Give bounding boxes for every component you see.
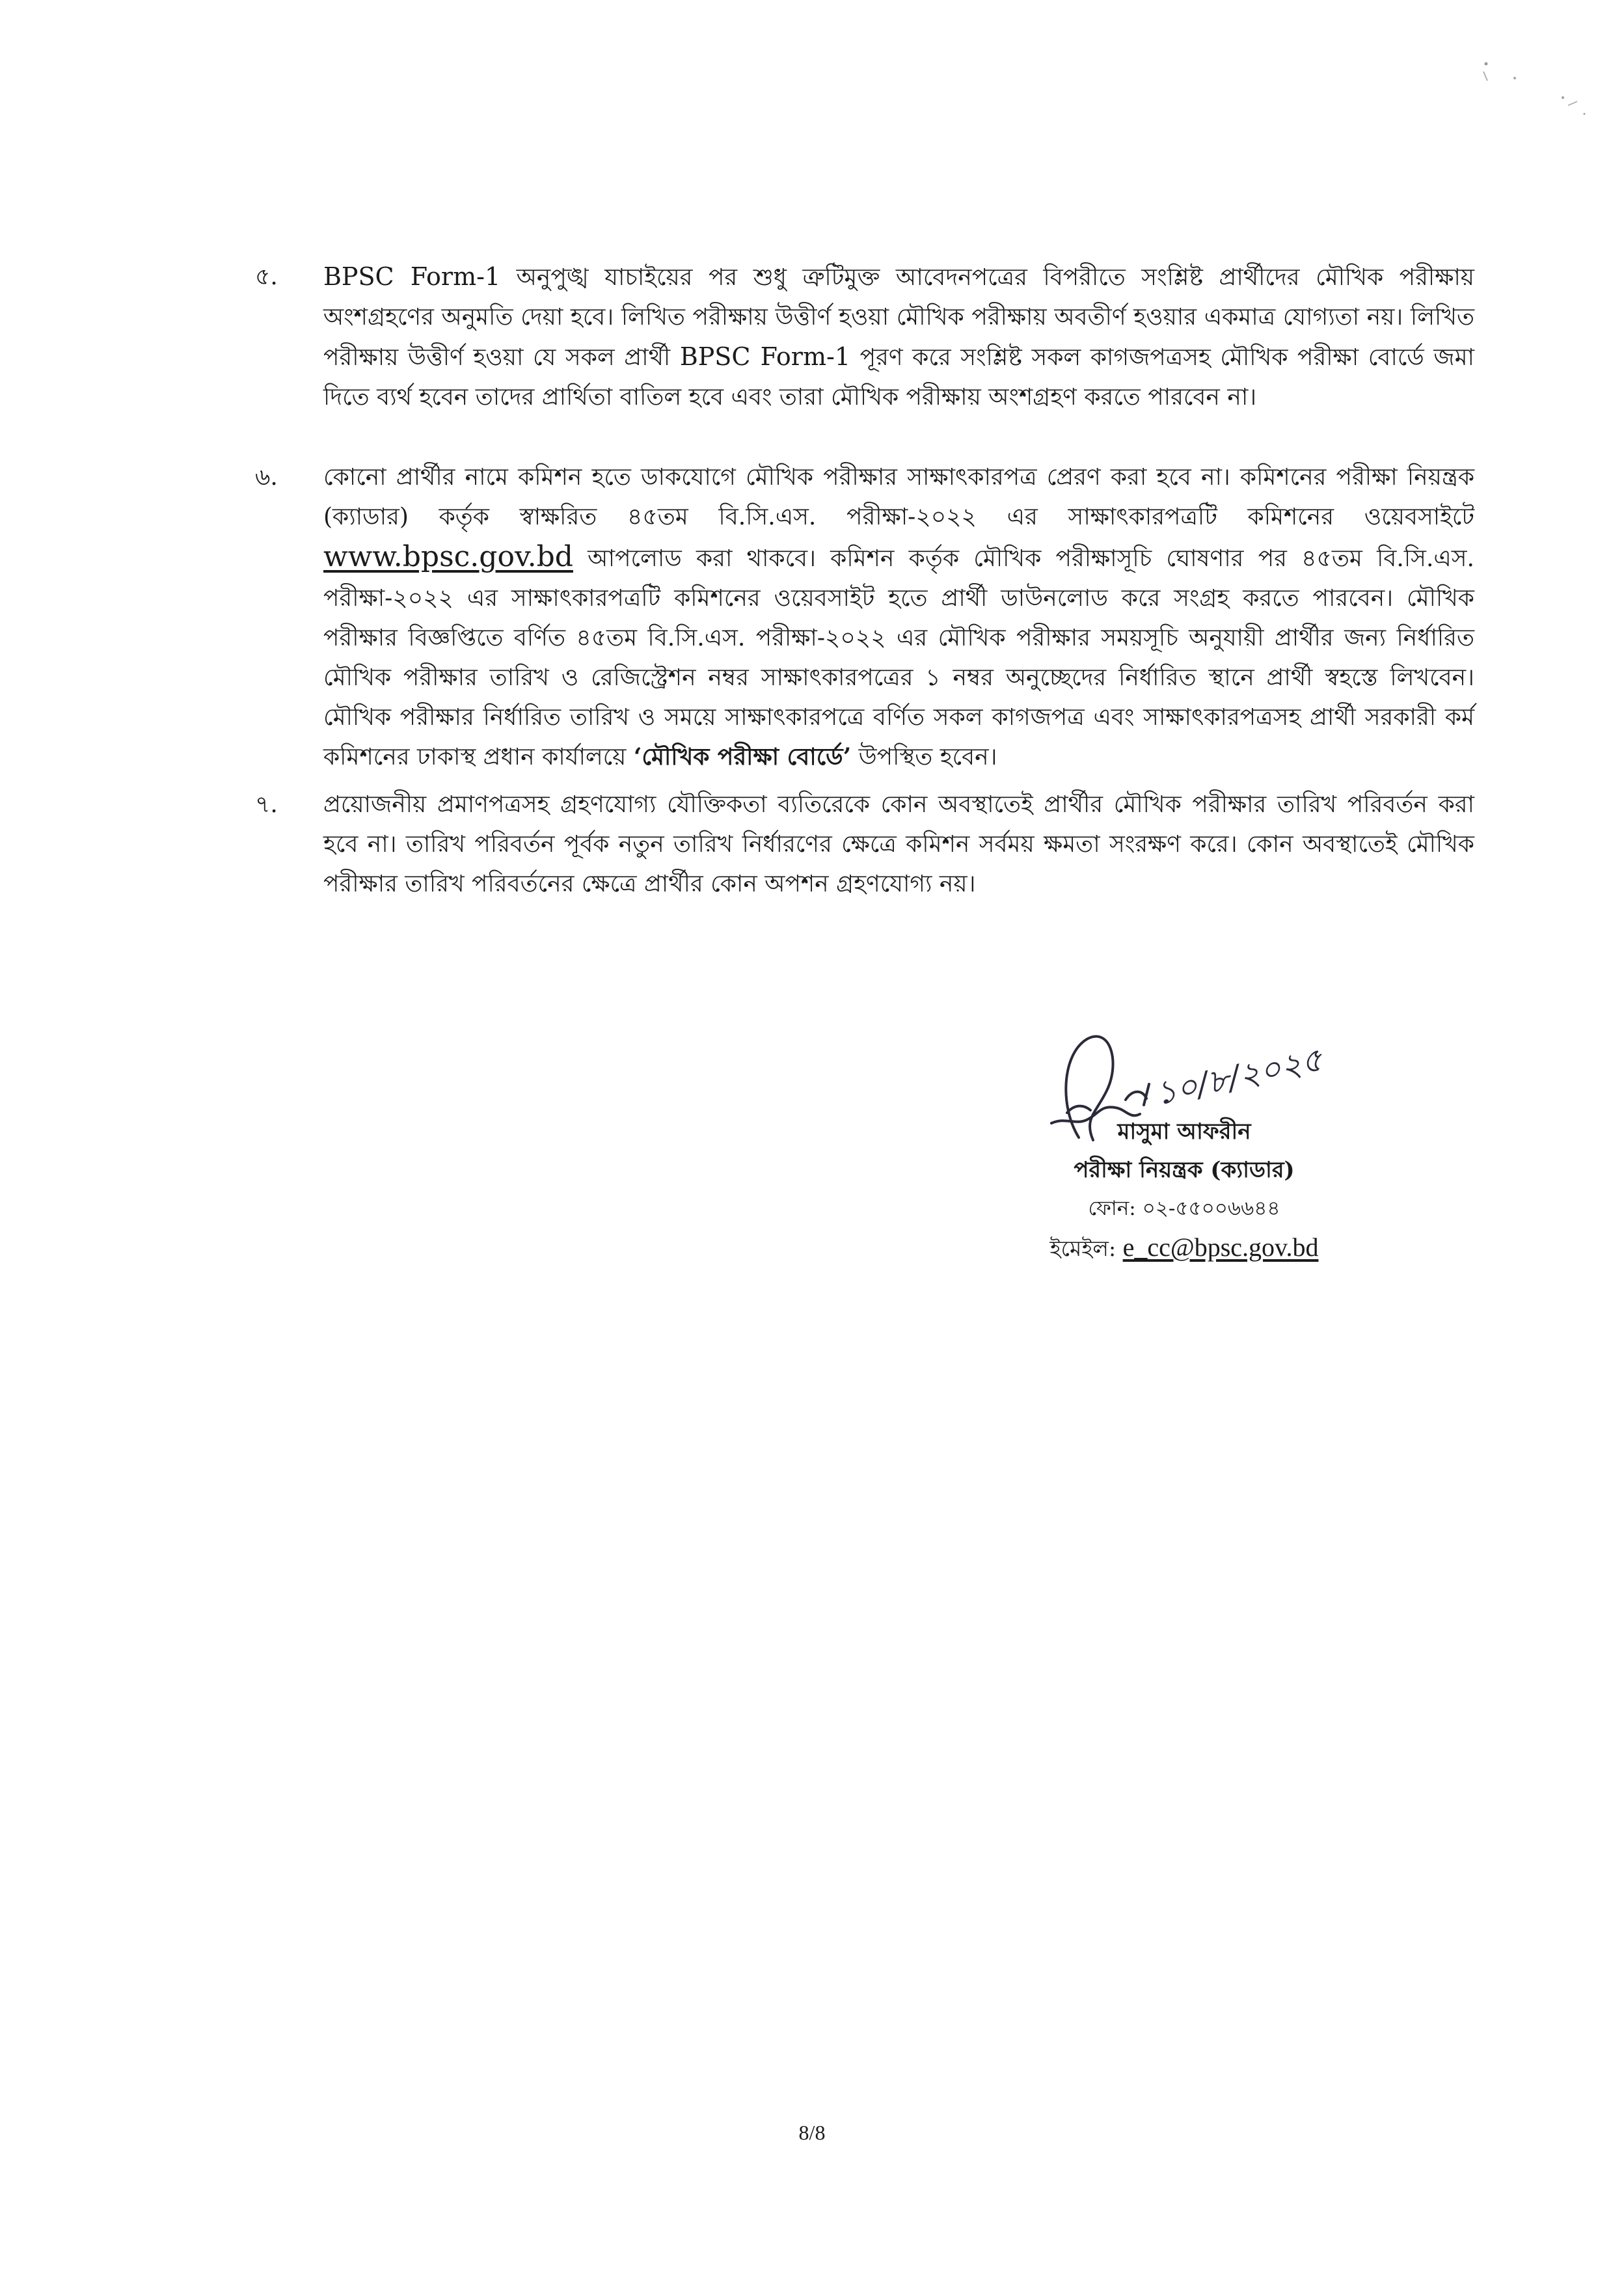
clause-7 (255, 785, 1474, 904)
clause-text-segment: পূরণ করে সংশ্লিষ্ট সকল কাগজপত্রসহ মৌখিক পরীক্ষা বোর্ডে জমা দিতে ব্যর্থ হবেন তাদের প্রার্থিতা বাতিল হবে এবং তারা মৌখিক পরীক্ষায় অংশগ্রহণ করতে পারবেন না। (323, 344, 1475, 411)
clause-number: ৫. (255, 264, 278, 290)
email-label: ইমেইল: (1049, 1236, 1123, 1261)
clause-text-segment: উপস্থিত হবেন। (851, 744, 997, 770)
signatory-designation: পরীক্ষা নিয়ন্ত্রক (ক্যাডার) (1074, 1157, 1295, 1183)
phone-label: ফোন: (1088, 1197, 1143, 1220)
form-name: BPSC Form-1 (679, 342, 851, 371)
clause-number: ৭. (255, 791, 278, 818)
viva-board-emphasis: ‘মৌখিক পরীক্ষা বোর্ডে’ (633, 743, 852, 770)
scan-marks-decoration (1477, 52, 1594, 124)
clause-5 (255, 257, 1474, 417)
clause-number: ৬. (255, 464, 278, 491)
phone-line (1002, 1190, 1366, 1228)
clause-text-segment: আপলোড করা থাকবে। কমিশন কর্তৃক মৌখিক পরীক্ষাসূচি ঘোষণার পর ৪৫তম বি.সি.এস. পরীক্ষা-২০২২ এর সাক্ষাৎকারপত্রটি কমিশনের ওয়েবসাইট হতে প্রার্থী ডাউনলোড করে সংগ্রহ করতে পারবেন। মৌখিক পরীক্ষার বিজ্ঞপ্তিতে বর্ণিত ৪৫তম বি.সি.এস. পরীক্ষা-২০২২ এর মৌখিক পরীক্ষার সময়সূচি অনুযায়ী প্রার্থীর জন্য নির্ধারিত মৌখিক পরীক্ষার তারিখ ও রেজিস্ট্রেশন নম্বর সাক্ষাৎকারপত্রের ১ নম্বর অনুচ্ছেদের নির্ধারিত স্থানে প্রার্থী স্বহস্তে লিখবেন। মৌখিক পরীক্ষার নির্ধারিত তারিখ ও সময়ে সাক্ষাৎকারপত্রে বর্ণিত সকল কাগজপত্র এবং সাক্ষাৎকারপত্রসহ প্রার্থী সরকারী কর্ম কমিশনের ঢাকাস্থ প্রধান কার্যালয়ে (323, 545, 1474, 770)
phone-number: ০২-৫৫০০৬৬৪৪ (1142, 1197, 1280, 1220)
page-number: 8/8 (798, 2121, 826, 2144)
clause-text-segment: অনুপুঙ্খ যাচাইয়ের পর শুধু ত্রুটিমুক্ত আবেদনপত্রের বিপরীতে সংশ্লিষ্ট প্রার্থীদের মৌখিক পরীক্ষায় অংশগ্রহণের অনুমতি দেয়া হবে। লিখিত পরীক্ষায় উত্তীর্ণ হওয়া মৌখিক পরীক্ষায় অবতীর্ণ হওয়ার একমাত্র যোগ্যতা নয়। লিখিত পরীক্ষায় উত্তীর্ণ হওয়া যে সকল প্রার্থী (323, 264, 1475, 371)
clause-text (323, 457, 1474, 777)
clause-text-segment: কোনো প্রার্থীর নামে কমিশন হতে ডাকযোগে মৌখিক পরীক্ষার সাক্ষাৎকারপত্র প্রেরণ করা হবে না। কমিশনের পরীক্ষা নিয়ন্ত্রক (ক্যাডার) কর্তৃক স্বাক্ষরিত ৪৫তম বি.সি.এস. পরীক্ষা-২০২২ এর সাক্ষাৎকারপত্রটি কমিশনের ওয়েবসাইটে (323, 464, 1474, 530)
email-address: e_cc@bpsc.gov.bd (1122, 1233, 1319, 1262)
signatory-block (1002, 1113, 1366, 1268)
clause-6 (255, 457, 1474, 777)
clause-text: প্রয়োজনীয় প্রমাণপত্রসহ গ্রহণযোগ্য যৌক্তিকতা ব্যতিরেকে কোন অবস্থাতেই প্রার্থীর মৌখিক পরীক্ষার তারিখ পরিবর্তন করা হবে না। তারিখ পরিবর্তন পূর্বক নতুন তারিখ নির্ধারণের ক্ষেত্রে কমিশন সর্বময় ক্ষমতা সংরক্ষণ করে। কোন অবস্থাতেই মৌখিক পরীক্ষার তারিখ পরিবর্তনের ক্ষেত্রে প্রার্থীর কোন অপশন গ্রহণযোগ্য নয়। (323, 791, 1474, 897)
signatory-name: মাসুমা আফরীন (1117, 1119, 1251, 1145)
signature-date: ১০/৮/২০২৫ (1152, 1040, 1326, 1113)
email-line (1002, 1228, 1366, 1268)
form-name: BPSC Form-1 (323, 262, 501, 291)
clauses-list (255, 257, 1474, 904)
clause-text (323, 257, 1474, 417)
website-url: www.bpsc.gov.bd (323, 540, 573, 573)
